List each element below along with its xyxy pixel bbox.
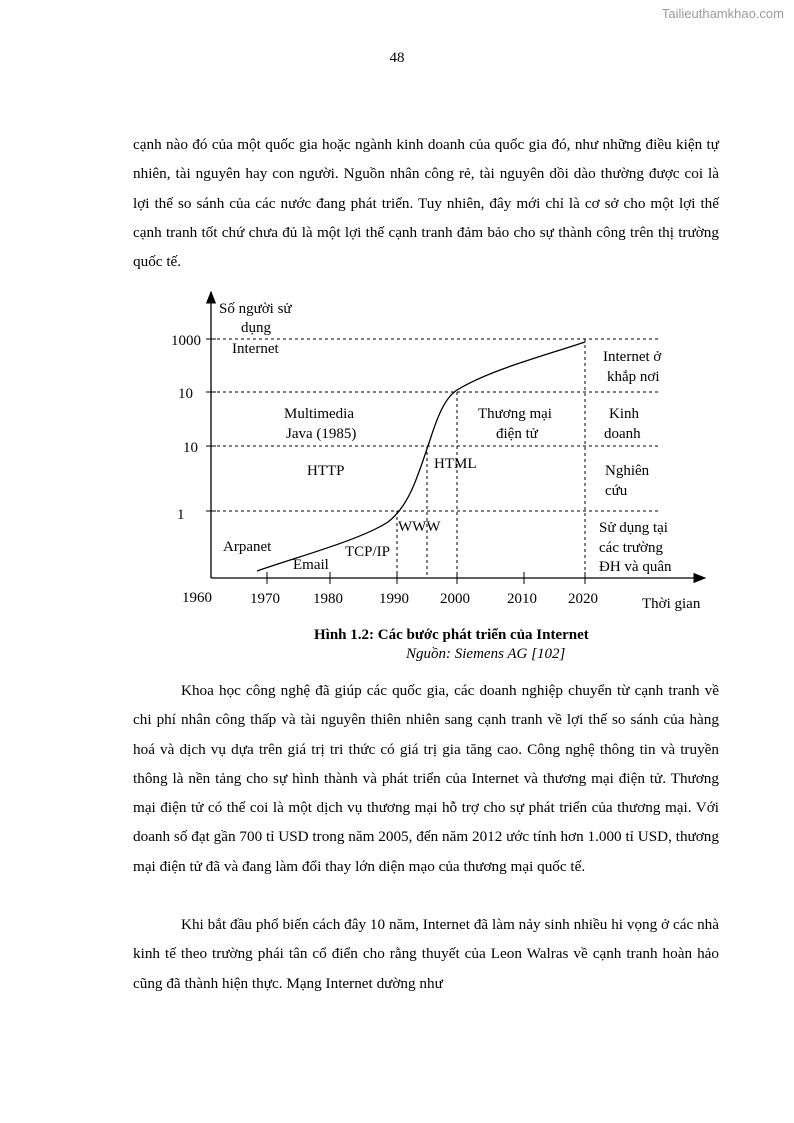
x-tick-label-2010: 2010 — [507, 591, 537, 607]
x-tick-label-1960: 1960 — [182, 590, 212, 606]
y-axis-label-line-1: Số người sử — [219, 301, 292, 317]
annotation-multimedia-1: Multimedia — [284, 406, 354, 422]
x-tick-label-1990: 1990 — [379, 591, 409, 607]
annotation-research-1: Nghiên — [605, 463, 650, 479]
x-axis-label: Thời gian — [642, 596, 701, 612]
x-tick-label-1980: 1980 — [313, 591, 343, 607]
x-tick-label-1970: 1970 — [250, 591, 280, 607]
annotation-www: WWW — [398, 519, 441, 535]
page-number: 48 — [389, 50, 405, 66]
y-tick-label-1000: 1000 — [171, 333, 201, 349]
annotation-multimedia-2: Java (1985) — [286, 426, 357, 442]
watermark: Tailieuthamkhao.com — [661, 6, 784, 21]
y-tick-label-1: 1 — [177, 507, 185, 523]
x-tick-label-2020: 2020 — [568, 591, 598, 607]
annotation-research-2: cứu — [605, 483, 628, 499]
annotation-html: HTML — [434, 456, 477, 472]
annotation-internet-everywhere-2: khắp nơi — [607, 369, 660, 385]
x-tick-label-2000: 2000 — [440, 591, 470, 607]
y-tick-label-10b: 10 — [183, 440, 198, 456]
annotation-business-1: Kinh — [609, 406, 639, 422]
y-axis-label-line-2: dụng — [241, 320, 271, 336]
annotation-academic-1: Sử dụng tại — [599, 520, 668, 536]
annotation-ecommerce-2: điện tử — [496, 426, 538, 442]
annotation-academic-3: ĐH và quân — [599, 559, 672, 575]
annotation-internet-everywhere-1: Internet ở — [603, 349, 662, 365]
annotation-http: HTTP — [307, 463, 345, 479]
paragraph-2: Khoa học công nghệ đã giúp các quốc gia, các doanh nghiệp chuyển từ cạnh tranh về chi phí nhân công thấp và tài nguyên thiên nhiên sang cạnh tranh về lợi thế so sánh của hàng hoá và dịch vụ dựa trên giá trị tri thức có giá trị gia tăng cao. Công nghệ thông tin và truyền thông là nền tảng cho sự hình thành và phát triển của Internet và thương mại điện tử. Thương mại điện tử có thể coi là một dịch vụ thương mại hỗ trợ cho sự phát triển của thương mại. Với doanh số đạt gần 700 tỉ USD trong năm 2005, đến năm 2012 ước tính hơn 1.000 tỉ USD, thương mại điện tử đã và đang làm đổi thay lớn diện mạo của thương mại quốc tế. — [133, 682, 719, 875]
y-tick-label-10a: 10 — [178, 386, 193, 402]
annotation-tcpip: TCP/IP — [345, 544, 391, 560]
annotation-arpanet: Arpanet — [223, 539, 272, 555]
internet-usage-curve — [257, 342, 585, 571]
paragraph-3: Khi bắt đầu phổ biến cách đây 10 năm, Internet đã làm nảy sinh nhiều hi vọng ở các nhà kinh tế theo trường phái tân cổ điển cho rằng thuyết của Leon Walras về cạnh tranh hoàn hảo cũng đã thành hiện thực. Mạng Internet dường như — [133, 916, 719, 992]
annotation-business-2: doanh — [604, 426, 641, 442]
annotation-ecommerce-1: Thương mại — [478, 406, 552, 422]
figure-source: Nguồn: Siemens AG [102] — [406, 646, 566, 662]
annotation-email: Email — [293, 557, 329, 573]
annotation-academic-2: các trường — [599, 540, 663, 556]
figure-caption: Hình 1.2: Các bước phát triển của Internet — [314, 627, 589, 643]
y-axis-label-line-3: Internet — [232, 341, 279, 357]
paragraph-1: cạnh nào đó của một quốc gia hoặc ngành kinh doanh của quốc gia đó, như những điều kiện tự nhiên, tài nguyên hay con người. Nguồn nhân công rẻ, tài nguyên dồi dào thường được coi là lợi thế so sánh của các nước đang phát triển. Tuy nhiên, đây mới chỉ là cơ sở cho một lợi thế cạnh tranh tốt chứ chưa đủ là một lợi thế cạnh tranh đảm bảo cho sự thành công trên thị trường quốc tế. — [133, 136, 719, 271]
